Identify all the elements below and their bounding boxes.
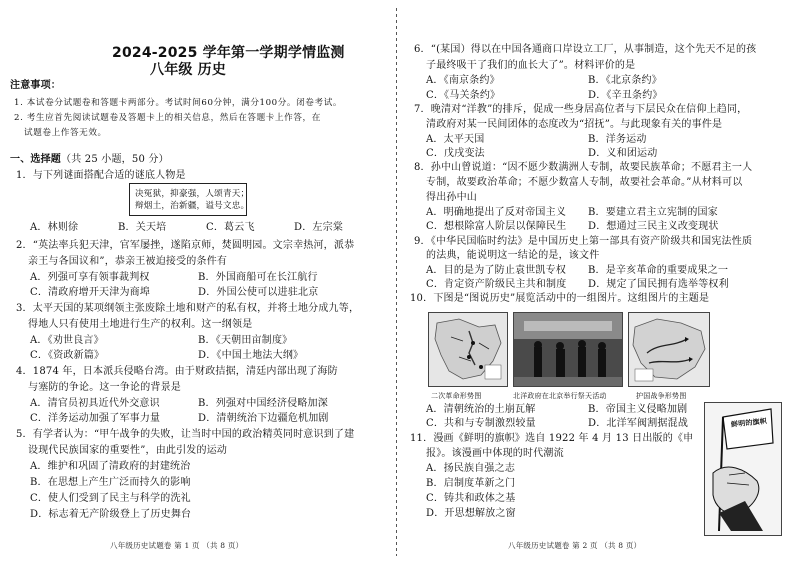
q10-option-b[interactable]: B．帝国主义侵略加剧 bbox=[588, 404, 688, 415]
national-protection-war-map bbox=[628, 312, 710, 387]
q6-option-a[interactable]: A．《南京条约》 bbox=[426, 75, 500, 86]
q7-stem-1: 7．晚清对“洋教”的排斥，促成一些身居高位者与下层民众在信仰上趋同， bbox=[414, 104, 748, 115]
footer-page-1: 八年级历史试题卷 第 1 页 （共 8 页） bbox=[110, 541, 244, 550]
q4-option-d[interactable]: D．清朝统治下边疆危机加剧 bbox=[198, 413, 329, 424]
page-divider bbox=[396, 8, 397, 556]
q5-option-b[interactable]: B．在思想上产生广泛而持久的影响 bbox=[30, 477, 191, 488]
exam-title: 2024-2025 学年第一学期学情监测 bbox=[112, 45, 345, 61]
q11-option-b[interactable]: B．启制度革新之门 bbox=[426, 478, 516, 489]
q2-option-b[interactable]: B．外国商船可在长江航行 bbox=[198, 272, 318, 283]
q11-stem-1: 11．漫画《鲜明的旗帜》选自 1922 年 4 月 13 日出版的《申 bbox=[410, 433, 694, 444]
q3-option-c[interactable]: C．《资政新篇》 bbox=[30, 350, 105, 361]
q11-option-c[interactable]: C．铸共和政体之基 bbox=[426, 493, 516, 504]
q4-option-c[interactable]: C．洋务运动加强了军事力量 bbox=[30, 413, 161, 424]
q9-stem-1: 9．《中华民国临时约法》是中国历史上第一部具有资产阶级共和国宪法性质 bbox=[414, 236, 753, 247]
q1-option-a[interactable]: A．林则徐 bbox=[30, 222, 79, 233]
cartoon-banner-text: 鲜明的旗帜 bbox=[730, 416, 768, 429]
q9-option-d[interactable]: D．规定了国民拥有选举等权利 bbox=[588, 279, 729, 290]
q7-option-b[interactable]: B．洋务运动 bbox=[588, 134, 647, 145]
q1-stem: 1．与下列谜面搭配合适的谜底人物是 bbox=[16, 170, 186, 181]
q3-option-a[interactable]: A．《劝世良言》 bbox=[30, 335, 104, 346]
q1-riddle-line-1: 决冤狱，抑豪强，人颂青天； bbox=[135, 189, 250, 199]
q3-option-d[interactable]: D．《中国土地法大纲》 bbox=[198, 350, 304, 361]
q8-option-a[interactable]: A．明确地提出了反对帝国主义 bbox=[426, 207, 567, 218]
q2-stem-2: 亲王与各国议和”，恭亲王被迫接受的条件有 bbox=[28, 256, 228, 267]
q8-stem-1: 8．孙中山曾说道：“因不愿少数满洲人专制，故要民族革命；不愿君主一人 bbox=[414, 162, 753, 173]
q1-option-b[interactable]: B．关天培 bbox=[118, 222, 167, 233]
q2-option-c[interactable]: C．清政府增开天津为商埠 bbox=[30, 287, 151, 298]
q2-stem-1: 2．“英法率兵犯天津，官军屡挫，遂陷京师，焚圆明园。文宗幸热河，派恭 bbox=[16, 240, 355, 251]
q2-option-d[interactable]: D．外国公使可以进驻北京 bbox=[198, 287, 319, 298]
q10-caption-1: 二次革命形势图 bbox=[431, 392, 482, 400]
q4-option-b[interactable]: B．列强对中国经济侵略加深 bbox=[198, 398, 328, 409]
q6-stem-1: 6．“(某国）得以在中国各通商口岸设立工厂，从事制造，这个先天不足的孩 bbox=[414, 44, 757, 55]
q9-option-b[interactable]: B．是辛亥革命的重要成果之一 bbox=[588, 265, 729, 276]
q3-option-b[interactable]: B．《天朝田亩制度》 bbox=[198, 335, 293, 346]
q5-stem-1: 5．有学者认为：“甲午战争的失败，让当时中国的政治精英同时意识到了建 bbox=[16, 429, 355, 440]
q3-stem-2: 得地人只有使用土地进行生产的权利。这一纲领是 bbox=[28, 319, 253, 330]
q11-option-d[interactable]: D．开思想解放之窗 bbox=[426, 508, 516, 519]
q10-option-a[interactable]: A．清朝统治的土崩瓦解 bbox=[426, 404, 536, 415]
q4-stem-1: 4．1874 年，日本派兵侵略台湾。由于财政拮据，清廷内部出现了海防 bbox=[16, 366, 338, 377]
q4-option-a[interactable]: A．清官员初具近代外交意识 bbox=[30, 398, 160, 409]
page-1 bbox=[0, 0, 395, 561]
q5-option-d[interactable]: D．标志着无产阶级登上了历史舞台 bbox=[30, 509, 192, 520]
notice-line-2: 2. 考生应首先阅读试题卷及答题卡上的相关信息，然后在答题卡上作答，在 bbox=[14, 113, 321, 123]
q10-caption-3: 护国战争形势图 bbox=[636, 392, 687, 400]
bright-banner-cartoon bbox=[704, 402, 782, 536]
q7-stem-2: 清政府对某一民间团体的态度改为“招抚”。与此现象有关的事件是 bbox=[426, 119, 723, 130]
q10-caption-2: 北洋政府在北京举行祭天活动 bbox=[513, 392, 607, 400]
exam-subtitle: 八年级 历史 bbox=[150, 62, 227, 78]
q8-option-c[interactable]: C．想根除富人阶层以保障民生 bbox=[426, 221, 567, 232]
beiyang-ceremony-photo bbox=[513, 312, 623, 387]
q8-option-b[interactable]: B．要建立君主立宪制的国家 bbox=[588, 207, 718, 218]
q1-riddle-box bbox=[129, 183, 250, 216]
q8-stem-3: 得出孙中山 bbox=[426, 192, 477, 203]
q5-option-c[interactable]: C．使人们受到了民主与科学的洗礼 bbox=[30, 493, 191, 504]
q10-option-c[interactable]: C．共和与专制激烈较量 bbox=[426, 418, 536, 429]
second-revolution-map bbox=[428, 312, 508, 387]
q7-option-c[interactable]: C．戊戌变法 bbox=[426, 148, 485, 159]
q1-option-d[interactable]: D．左宗棠 bbox=[294, 222, 344, 233]
notice-heading: 注意事项： bbox=[10, 80, 61, 91]
section-heading bbox=[10, 154, 169, 166]
q3-stem-1: 3．太平天国的某项纲领主张废除土地和财产的私有权，并将土地分成九等， bbox=[16, 303, 360, 314]
notice-line-3: 试题卷上作答无效。 bbox=[24, 128, 107, 138]
q11-option-a[interactable]: A．扬民族自强之志 bbox=[426, 463, 516, 474]
q9-stem-2: 的法典，能说明这一结论的是，该文件 bbox=[426, 250, 600, 261]
q10-stem: 10．下图是“图说历史”展览活动中的一组图片。这组图片的主题是 bbox=[410, 293, 710, 304]
q10-option-d[interactable]: D．北洋军阀割据混战 bbox=[588, 418, 689, 429]
q6-option-b[interactable]: B．《北京条约》 bbox=[588, 75, 662, 86]
section-note: （共 25 小题，50 分） bbox=[61, 154, 169, 165]
q7-option-d[interactable]: D．义和团运动 bbox=[588, 148, 658, 159]
q7-option-a[interactable]: A．太平天国 bbox=[426, 134, 485, 145]
q9-option-a[interactable]: A．目的是为了防止袁世凯专权 bbox=[426, 265, 567, 276]
q8-option-d[interactable]: D．想通过三民主义改变现状 bbox=[588, 221, 719, 232]
q4-stem-2: 与塞防的争论。这一争论的背景是 bbox=[28, 382, 181, 393]
footer-page-2: 八年级历史试题卷 第 2 页 （共 8 页） bbox=[508, 541, 642, 550]
q6-option-d[interactable]: D．《辛丑条约》 bbox=[588, 90, 663, 101]
q9-option-c[interactable]: C．肯定资产阶级民主共和制度 bbox=[426, 279, 567, 290]
q2-option-a[interactable]: A．列强可享有领事裁判权 bbox=[30, 272, 150, 283]
section-title: 一、选择题 bbox=[10, 154, 61, 165]
page-2 bbox=[398, 0, 794, 561]
q11-stem-2: 报》。该漫画中体现的时代潮流 bbox=[426, 448, 564, 459]
q6-option-c[interactable]: C．《马关条约》 bbox=[426, 90, 501, 101]
q1-option-c[interactable]: C．葛云飞 bbox=[206, 222, 255, 233]
q8-stem-2: 专制，故要政治革命；不愿少数富人专制，故要社会革命。”从材料可以 bbox=[426, 177, 743, 188]
q6-stem-2: 子最终吸干了我们的血长大了”。材料评价的是 bbox=[426, 60, 636, 71]
q5-stem-2: 设现代民族国家的重要性”，由此引发的运动 bbox=[28, 445, 228, 456]
q1-riddle-line-2: 辩烟土，治新疆，谥号文忠。 bbox=[135, 201, 250, 211]
notice-line-1: 1. 本试卷分试题卷和答题卡两部分。考试时间60分钟，满分100分。闭卷考试。 bbox=[14, 98, 343, 108]
q5-option-a[interactable]: A．维护和巩固了清政府的封建统治 bbox=[30, 461, 191, 472]
